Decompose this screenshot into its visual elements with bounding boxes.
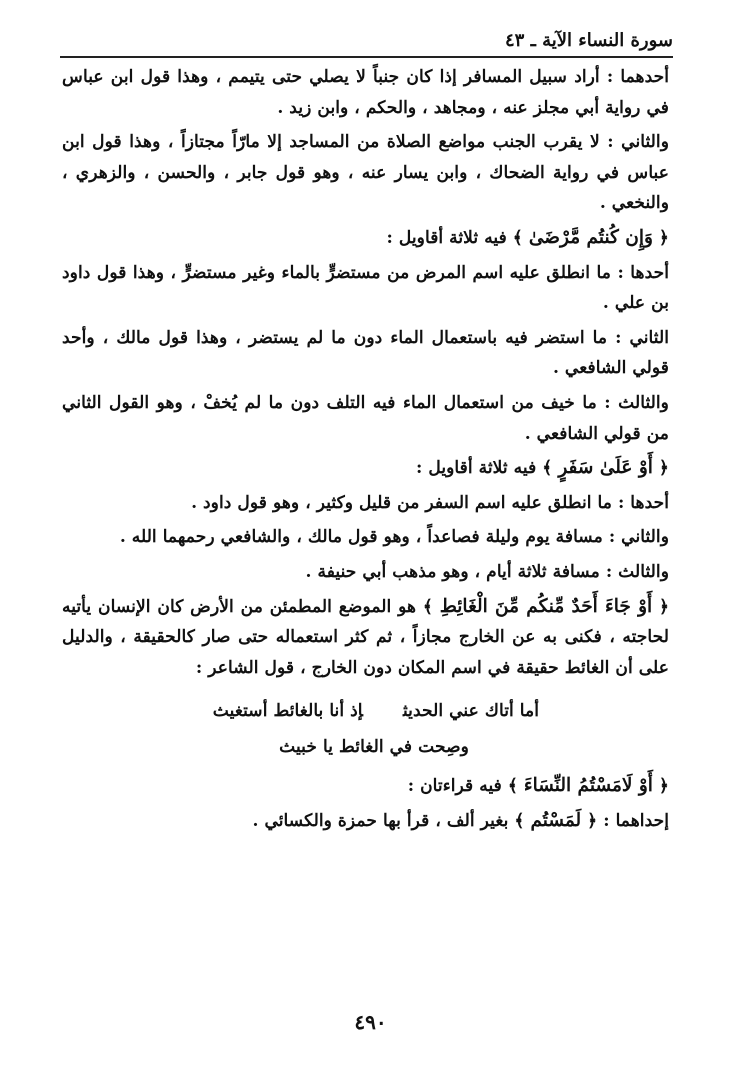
paragraph-text: والثاني : مسافة يوم وليلة فصاعداً ، وهو قول مالك ، والشافعي رحمهما الله .: [119, 527, 669, 548]
paragraph: [62, 62, 669, 123]
poem-hemistich: أما أتاك عني الحديث: [403, 701, 539, 722]
paragraph: [62, 323, 669, 384]
paragraph: [62, 488, 669, 519]
paragraph-text: أحدهما : أراد سبيل المسافر إذا كان جنباً لا يصلي حتى يتيمم ، وهذا قول ابن عباس في رواية أبي مجلز عنه ، ومجاهد ، والحكم ، وابن زيد .: [62, 67, 669, 118]
verse-note: فيه قراءتان :: [407, 776, 502, 797]
poem-line: [62, 729, 669, 765]
paragraph: [62, 388, 669, 449]
paragraph-text: والثالث : مسافة ثلاثة أيام ، وهو مذهب أبي حنيفة .: [305, 561, 669, 582]
paragraph: [62, 806, 669, 837]
paragraph-text: أحدها : ما انطلق عليه اسم السفر من قليل وكثير ، وهو قول داود .: [191, 492, 669, 513]
ornate-bracket-close: ﴾: [542, 458, 553, 479]
quran-quote: أَوْ عَلَىٰ سَفَرٍ: [558, 457, 653, 479]
quran-quote: لَمَسْتُم: [530, 809, 582, 831]
verse-heading: [62, 223, 669, 254]
ornate-bracket-open: ﴿: [658, 458, 669, 479]
ornate-bracket-open: ﴿: [658, 776, 669, 797]
page-header: [60, 26, 673, 58]
ornate-bracket-open: ﴿: [658, 596, 670, 617]
quran-quote: أَوْ لَامَسْتُمُ النِّسَاءَ: [523, 775, 653, 797]
ornate-bracket-close: ﴾: [512, 227, 523, 248]
paragraph-text: والثالث : ما خيف من استعمال الماء فيه التلف دون ما لم يُخفْ ، وهو القول الثاني من قولي الشافعي .: [62, 392, 669, 444]
ornate-bracket-close: ﴾: [507, 776, 518, 797]
poem-hemistich: إذ أنا بالغائط أستغيث: [212, 701, 363, 722]
poem-hemistich: وصِحت في الغائط يا خبيث: [279, 737, 469, 758]
verse-note: هو الموضع المطمئن من الأرض كان الإنسان يأتيه لحاجته ، فكنى به عن الخارج مجازاً ، ثم كثر استعماله حتى صار كالحقيقة ، والدليل على أن الغائط حقيقة في اسم المكان دون الخارج ، قول الشاعر :: [62, 596, 669, 678]
page-body: [62, 62, 669, 840]
poem: [62, 693, 669, 765]
verse-heading: [62, 771, 669, 802]
ornate-bracket-close: ﴾: [514, 810, 525, 831]
ornate-bracket-open: ﴿: [587, 810, 598, 831]
paragraph: [62, 127, 669, 219]
paragraph-text: والثاني : لا يقرب الجنب مواضع الصلاة من المساجد إلا مارّاً مجتازاً ، وهذا قول ابن عباس في رواية الضحاك ، وابن يسار عنه ، وهو قول جابر ، والحسن ، والزهري ، والنخعي .: [62, 132, 669, 214]
sura-title: سورة النساء الآية ـ ٤٣: [504, 30, 673, 51]
verse-note: فيه ثلاثة أقاويل :: [416, 458, 537, 479]
paragraph: [62, 258, 669, 319]
paragraph: [62, 557, 669, 588]
verse-heading: [62, 592, 669, 684]
page-number: ٤٩٠: [354, 1010, 387, 1034]
verse-heading: [62, 453, 669, 484]
ornate-bracket-close: ﴾: [422, 596, 433, 617]
reading-lead: إحداهما :: [603, 810, 669, 831]
verse-note: فيه ثلاثة أقاويل :: [386, 227, 507, 248]
quran-quote: وَإِن كُنتُم مَّرْضَىٰ: [528, 226, 653, 248]
paragraph: [62, 522, 669, 553]
paragraph-text: الثاني : ما استضر فيه باستعمال الماء دون ما لم يستضر ، وهذا قول مالك ، وأحد قولي الشافعي .: [62, 327, 669, 379]
poem-line: [62, 693, 669, 729]
paragraph-text: أحدها : ما انطلق عليه اسم المرض من مستضرٍّ بالماء وغير مستضرٍّ ، وهذا قول داود بن علي .: [62, 262, 669, 314]
quran-quote: أَوْ جَاءَ أَحَدٌ مِّنكُم مِّنَ الْغَائِطِ: [439, 595, 653, 617]
paragraph-text: بغير ألف ، قرأ بها حمزة والكسائي .: [252, 810, 509, 831]
ornate-bracket-open: ﴿: [658, 227, 669, 248]
